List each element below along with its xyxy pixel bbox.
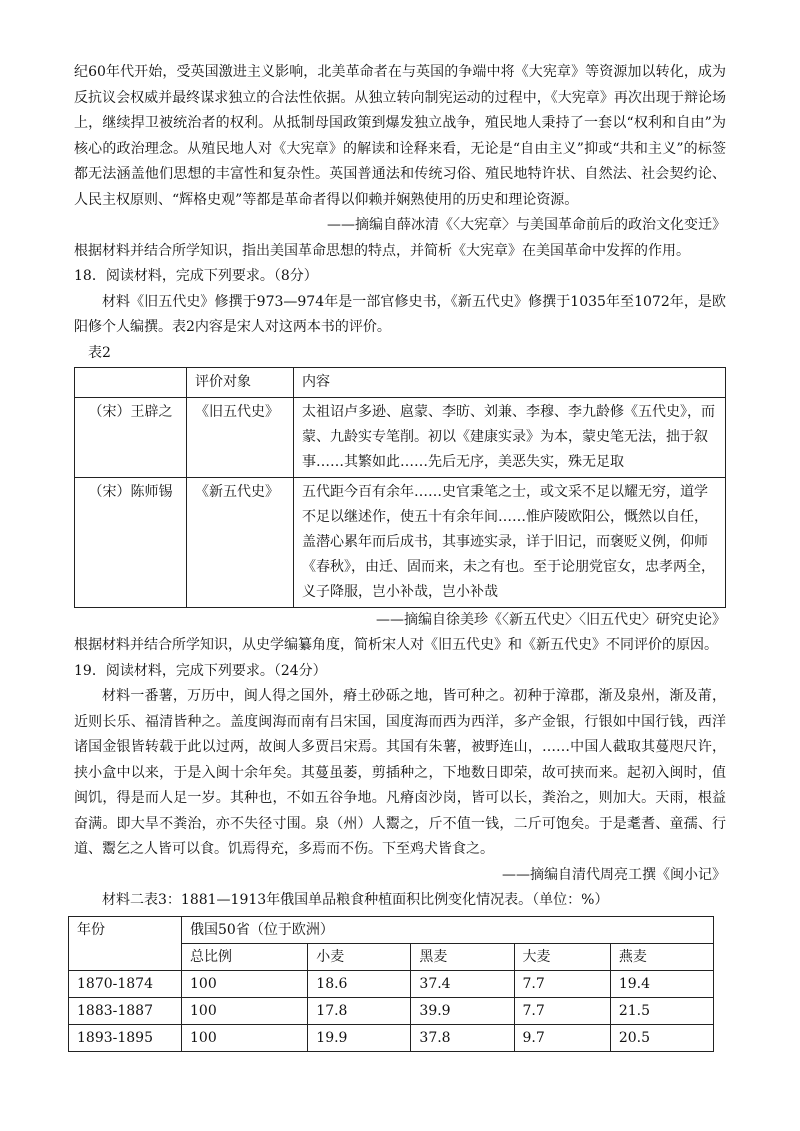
table-cell: 9.7 — [514, 1024, 610, 1051]
q19-heading: 19．阅读材料，完成下列要求。（24分） — [74, 662, 327, 679]
table-cell: 21.5 — [610, 997, 713, 1024]
table-cell: 1893-1895 — [69, 1024, 182, 1051]
table-header-cell: 黑麦 — [411, 943, 514, 970]
table-cell: （宋）王辟之 — [75, 397, 187, 477]
q19-source: ——摘编自清代周亮工撰《闽小记》 — [502, 866, 726, 883]
table-row — [69, 1024, 714, 1051]
table-cell: 20.5 — [610, 1024, 713, 1051]
exam-page — [74, 60, 726, 1052]
table-header-row — [69, 916, 714, 943]
table-cell: 《旧五代史》 — [187, 397, 294, 477]
table-header-row — [75, 367, 726, 397]
table-cell: 100 — [182, 1024, 308, 1051]
table-row — [75, 477, 726, 607]
q18-material: 材料《旧五代史》修撰于973—974年是一部官修史书，《新五代史》修撰于1035年至1072年，是欧阳修个人编撰。表2内容是宋人对这两本书的评价。 — [74, 293, 726, 335]
table-cell: 39.9 — [411, 997, 514, 1024]
table-header-cell: 俄国50省（位于欧洲） — [182, 916, 714, 943]
table-cell: 37.8 — [411, 1024, 514, 1051]
table-3-caption: 材料二表3：1881—1913年俄国单品粮食种植面积比例变化情况表。（单位：%） — [102, 892, 609, 908]
table-cell: 17.8 — [308, 997, 411, 1024]
table-cell: 100 — [182, 997, 308, 1024]
table-header-cell: 评价对象 — [187, 367, 294, 397]
table-cell: 18.6 — [308, 970, 411, 997]
table-cell: 19.9 — [308, 1024, 411, 1051]
table-row — [69, 997, 714, 1024]
table-header-cell: 内容 — [294, 367, 726, 397]
table-cell: （宋）陈师锡 — [75, 477, 187, 607]
q17-question: 根据材料并结合所学知识，指出美国革命思想的特点，并简析《大宪章》在美国革命中发挥的作用。 — [74, 242, 690, 259]
table-header-cell: 小麦 — [308, 943, 411, 970]
table-header-cell — [75, 367, 187, 397]
table-cell: 100 — [182, 970, 308, 997]
table-header-cell: 大麦 — [514, 943, 610, 970]
table-row — [69, 970, 714, 997]
q17-material: 纪60年代开始，受英国激进主义影响，北美革命者在与英国的争端中将《大宪章》等资源加以转化，成为反抗议会权威并最终谋求独立的合法性依据。从独立转向制宪运动的过程中，《大宪章》再次出现于辩论场上，继续捍卫被统治者的权利。从抵制母国政策到爆发独立战争，殖民地人秉持了一套以“权利和自由”为核心的政治理念。从殖民地人对《大宪章》的解读和诠释来看，无论是“自由主义”抑或“共和主义”的标签都无法涵盖他们思想的丰富性和复杂性。英国普通法和传统习俗、殖民地特许状、自然法、社会契约论、人民主权原则、“辉格史观”等都是革命者得以仰赖并娴熟使用的历史和理论资源。 — [74, 64, 726, 208]
table-cell: 7.7 — [514, 970, 610, 997]
table-cell: 太祖诏卢多逊、扈蒙、李昉、刘兼、李穆、李九龄修《五代史》，而蒙、九龄实专笔削。初以《建康实录》为本，蒙史笔无法，拙于叙事……其繁如此……先后无序，美恶失实，殊无足取 — [294, 397, 726, 477]
q17-source: ——摘编自薛冰清《〈大宪章〉与美国革命前后的政治文化变迁》 — [327, 217, 726, 233]
table-cell: 《新五代史》 — [187, 477, 294, 607]
table-2 — [74, 367, 726, 608]
table-cell: 7.7 — [514, 997, 610, 1024]
table-cell: 1883-1887 — [69, 997, 182, 1024]
q18-question: 根据材料并结合所学知识，从史学编纂角度，简析宋人对《旧五代史》和《新五代史》不同评价的原因。 — [74, 637, 718, 653]
table-header-cell: 年份 — [69, 916, 182, 970]
table-cell: 19.4 — [610, 970, 713, 997]
table-3 — [68, 916, 714, 1052]
q19-material: 材料一番薯，万历中，闽人得之国外，瘠土砂砾之地，皆可种之。初种于漳郡，渐及泉州，渐及莆，近则长乐、福清皆种之。盖度闽海而南有吕宋国，国度海而西为西洋，多产金银，行银如中国行钱，西洋诸国金银皆转载于此以过两，故闽人多贾吕宋焉。其国有朱薯，被野连山，……中国人截取其蔓咫尺许，挟小盒中以来，于是入闽十余年矣。其蔓虽萎，剪插种之，下地数日即荣，故可挟而来。起初入闽时，值闽饥，得是而人足一岁。其种也，不如五谷争地。凡瘠卤沙岗，皆可以长，粪治之，则加大。天雨，根益奋满。即大旱不粪治，亦不失径寸围。泉（州）人鬻之，斤不值一钱，二斤可饱矣。于是耄耆、童孺、行道、鬻乞之人皆可以食。饥焉得充，多焉而不伤。下至鸡犬皆食之。 — [74, 688, 726, 857]
q18-heading: 18．阅读材料，完成下列要求。（8分） — [74, 268, 318, 284]
table-2-label: 表2 — [88, 344, 111, 361]
table-cell: 1870-1874 — [69, 970, 182, 997]
table-header-cell: 总比例 — [182, 943, 308, 970]
table-cell: 五代距今百有余年……史官秉笔之士，或文采不足以耀无穷，道学不足以继述作，使五十有余年间……惟庐陵欧阳公，慨然以自任，盖潜心累年而后成书，其事迹实录，详于旧记，而褒贬义例，仰师《春秋》，由迁、固而来，未之有也。至于论朋党宦女，忠孝两全，义子降服，岂小补哉，岂小补哉 — [294, 477, 726, 607]
q18-source: ——摘编自徐美珍《〈新五代史〉〈旧五代史〉研究史论》 — [376, 611, 726, 628]
table-header-cell: 燕麦 — [610, 943, 713, 970]
table-cell: 37.4 — [411, 970, 514, 997]
table-row — [75, 397, 726, 477]
